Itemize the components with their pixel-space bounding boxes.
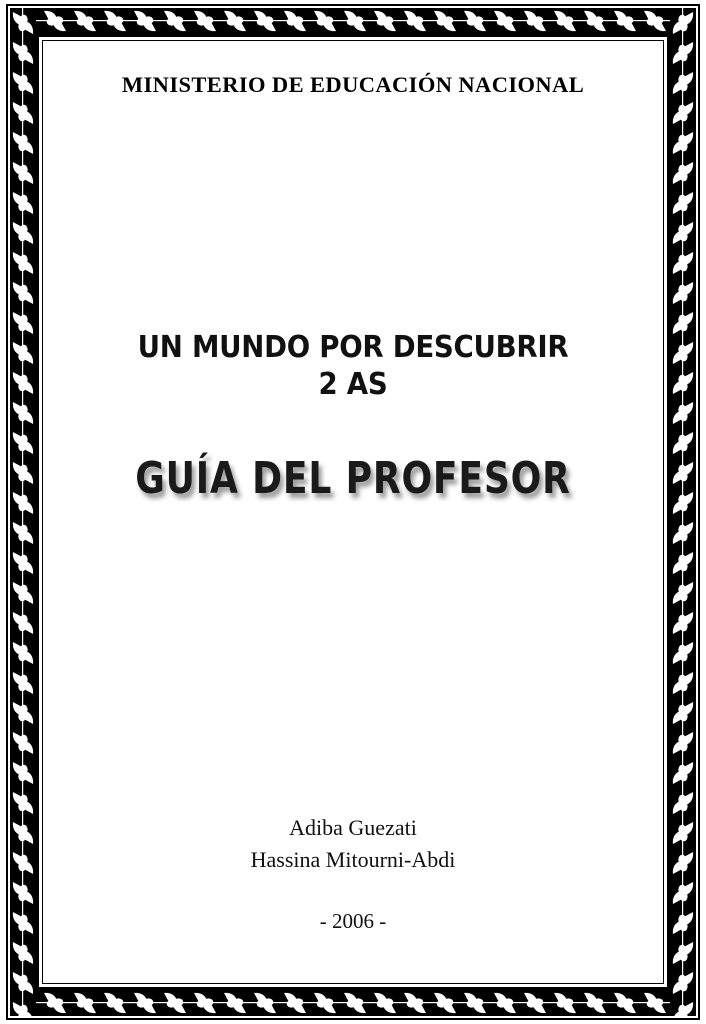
- ministry-heading: MINISTERIO DE EDUCACIÓN NACIONAL: [121, 72, 585, 97]
- title-block: [60, 330, 646, 504]
- author-name-2: Hassina Mitourni-Abdi: [250, 847, 456, 873]
- cover-content: [60, 52, 646, 972]
- book-title: UN MUNDO POR DESCUBRIR: [137, 330, 569, 365]
- border-ornament-left: [10, 8, 36, 1016]
- guide-title: GUÍA DEL PROFESOR: [135, 453, 571, 505]
- border-ornament-bottom: [10, 990, 696, 1016]
- publication-year: - 2006 -: [319, 909, 387, 933]
- author-name-1: Adiba Guezati: [289, 815, 417, 841]
- book-level: 2 AS: [318, 366, 388, 402]
- border-ornament-right: [670, 8, 696, 1016]
- authors-block: [60, 812, 646, 876]
- border-ornament-top: [10, 8, 696, 34]
